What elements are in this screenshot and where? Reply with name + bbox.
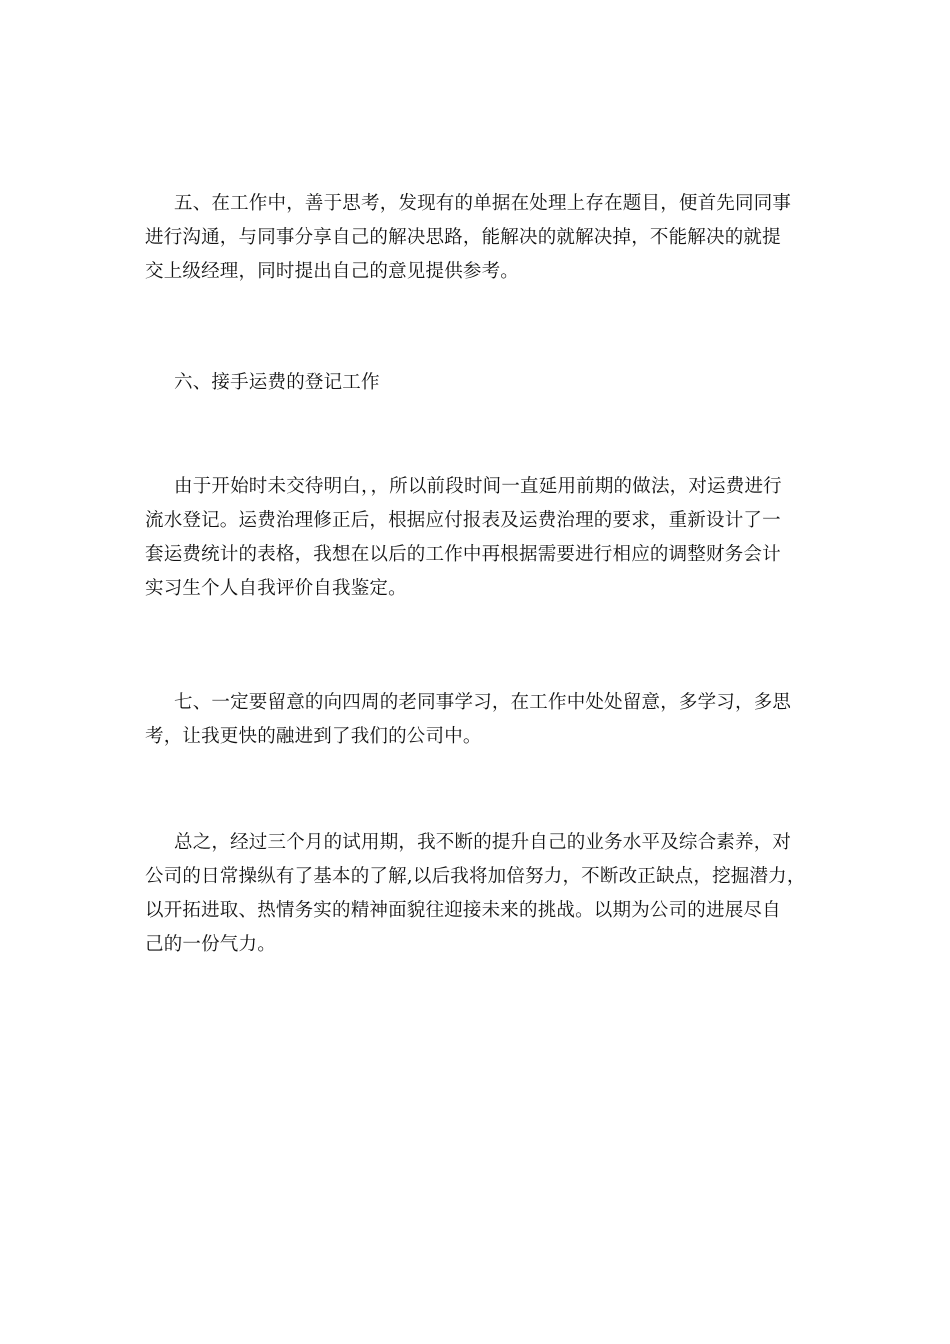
paragraph-line: 实习生个人自我评价自我鉴定。 bbox=[145, 578, 407, 599]
paragraph-line: 交上级经理，同时提出自己的意见提供参考。 bbox=[145, 261, 520, 282]
paragraph-line: 公司的日常操纵有了基本的了解,以后我将加倍努力，不断改正缺点，挖掘潜力， bbox=[145, 866, 806, 887]
paragraph-line: 总之，经过三个月的试用期，我不断的提升自己的业务水平及综合素养，对 bbox=[174, 832, 792, 853]
paragraph-line: 五、在工作中，善于思考，发现有的单据在处理上存在题目，便首先同同事 bbox=[174, 193, 792, 214]
paragraph-line: 七、一定要留意的向四周的老同事学习，在工作中处处留意，多学习，多思 bbox=[174, 692, 792, 713]
paragraph-line: 套运费统计的表格，我想在以后的工作中再根据需要进行相应的调整财务会计 bbox=[145, 544, 781, 565]
paragraph-line: 六、接手运费的登记工作 bbox=[174, 372, 380, 393]
paragraph-summary bbox=[145, 826, 825, 962]
paragraph-line: 进行沟通，与同事分享自己的解决思路，能解决的就解决掉，不能解决的就提 bbox=[145, 227, 781, 248]
paragraph-freight bbox=[145, 470, 825, 606]
paragraph-five bbox=[145, 187, 825, 289]
paragraph-line: 由于开始时未交待明白，，所以前段时间一直延用前期的做法，对运费进行 bbox=[174, 476, 782, 497]
paragraph-line: 考，让我更快的融进到了我们的公司中。 bbox=[145, 726, 482, 747]
paragraph-six-heading bbox=[145, 366, 825, 400]
paragraph-seven bbox=[145, 686, 825, 754]
paragraph-line: 己的一份气力。 bbox=[145, 934, 276, 955]
paragraph-line: 以开拓进取、热情务实的精神面貌往迎接未来的挑战。以期为公司的进展尽自 bbox=[145, 900, 781, 921]
paragraph-line: 流水登记。运费治理修正后，根据应付报表及运费治理的要求，重新设计了一 bbox=[145, 510, 781, 531]
